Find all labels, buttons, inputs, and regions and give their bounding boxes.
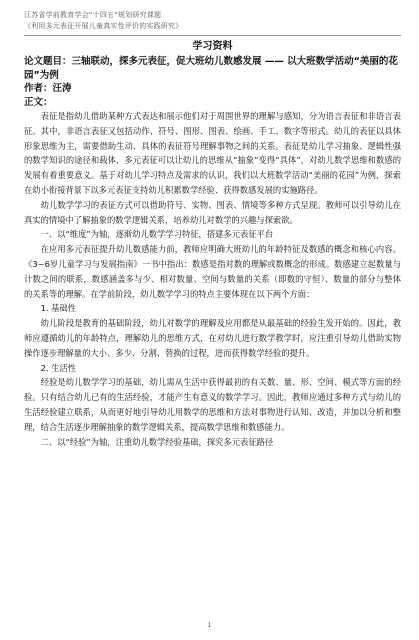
paragraph: 幼儿数学学习的表征方式可以借助符号、实物、图表、情境等多种方式呈现。教师可以引导幼儿在真实的情境中了解抽象的数学逻辑关系，培养幼儿对数学的兴趣与探索欲。 bbox=[24, 199, 401, 225]
author-name: 汪涛 bbox=[52, 83, 72, 94]
author-line bbox=[24, 82, 401, 96]
header-line-2: 《利用多元表征开展儿童真实性评价的实践研究》 bbox=[24, 22, 183, 30]
paragraph: 表征是指幼儿借助某种方式表达和展示他们对于周围世界的理解与感知，分为语言表征和非语言表征。其中，非语言表征又包括动作、符号、图形、图表、绘画、手工、数字等形式。幼儿的表征以具体形象思维为主，需要借助生动、具体的表征符号理解事物之间的关系。表征是幼儿学习抽象、逻辑性强的数学知识的途径和载体，多元表征可以让幼儿的思维从“抽象”变得“具体”，对幼儿数学思维和数感的发展有着重要意义。基于对幼儿学习特点及需求的认识，我们以大班数学活动“美丽的花园”为例，探索在幼小衔接背景下以多元表征支持幼儿积累数学经验、获得数感发展的实施路径。 bbox=[24, 111, 401, 195]
paper-title-label: 论文题目： bbox=[24, 56, 72, 67]
paragraph: 经验是幼儿数学学习的基础，幼儿需从生活中获得最初的有关数、量、形、空间、模式等方面的经验。只有结合幼儿已有的生活经验，才能产生有意义的数学学习。因此，教师应通过多种方式与幼儿的生活经验建立联系，从而更好地引导幼儿用数学的思维和方法对事物进行认知、改造，并加以分析和整理，结合生活逐步理解抽象的数学逻辑关系，提高数学思维和数感能力。 bbox=[24, 377, 401, 432]
section-heading: 一、以“维度”为轴，逐渐幼儿数学学习特征，搭建多元表征平台 bbox=[40, 229, 274, 240]
author-label: 作者： bbox=[24, 83, 53, 94]
paragraph: 幼儿阶段是教育的基础阶段，幼儿对数学的理解及应用都是从最基础的经验生发开始的。因此，教师应遵循幼儿的年龄特点，理解幼儿的思维方式，在对幼儿进行数学教学时，应注重引导幼儿借助实物操作逐步理解量的大小、多少、分割、替换的过程，进而获得数学经验的提升。 bbox=[24, 318, 401, 358]
subsection-heading: 2. 生活性 bbox=[40, 362, 77, 373]
body-content bbox=[24, 109, 401, 449]
page-number: 1 bbox=[207, 622, 212, 629]
subsection-heading: 1. 基础性 bbox=[40, 303, 77, 314]
section-heading: 二、以“经验”为轴，注重幼儿数学经验基础，探究多元表征路径 bbox=[40, 436, 274, 447]
body-label: 正文： bbox=[24, 96, 53, 108]
header-line-1: 江苏省学前教育学会“十四五”规划研究课题 bbox=[24, 11, 162, 19]
paper-title-block bbox=[24, 55, 401, 82]
paper-title: 三轴联动，探多元表征，促大班幼儿数感发展 —— 以大班数学活动“美丽的花园”为例 bbox=[24, 56, 398, 81]
document-title: 学习资料 bbox=[192, 41, 233, 52]
paragraph: 在应用多元表征提升幼儿数感能力前，教师应明确大班幼儿的年龄特征及数感的概念和核心内容。《3~6岁儿童学习与发展指南》一书中指出：数感是指对数的理解或数概念的形成。数感建立起数量与计数之间的联系，数感涵盖多与少、相对数量、空间与数量的关系（即数的守恒）、数量的部分与整体的关系等的理解。在学前阶段，幼儿数学学习的特点主要体现在以下两个方面： bbox=[24, 244, 401, 299]
header-divider bbox=[24, 35, 401, 36]
